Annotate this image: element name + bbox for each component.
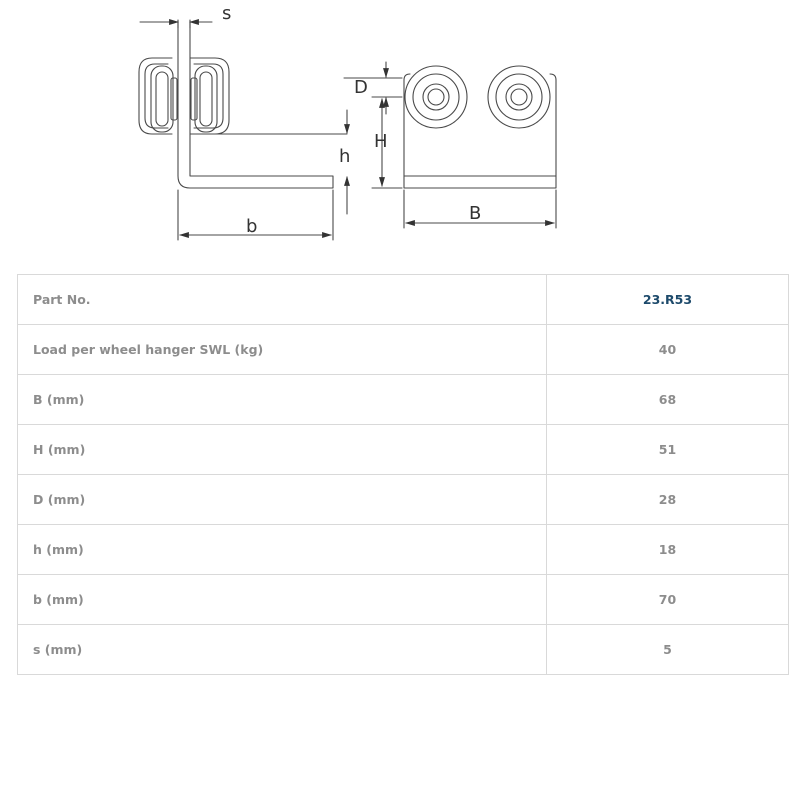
row-label: Part No. <box>18 275 547 325</box>
row-label: s (mm) <box>18 625 547 675</box>
label-h: h <box>339 146 351 167</box>
table-row <box>18 525 789 575</box>
hanger-plate <box>404 74 556 188</box>
row-value: 28 <box>547 475 789 525</box>
table-row <box>18 425 789 475</box>
row-value: 40 <box>547 325 789 375</box>
rail-profile <box>139 58 229 134</box>
part-number-value: 23.R53 <box>547 275 789 325</box>
label-B: B <box>469 203 482 224</box>
side-wheel-left <box>151 66 177 132</box>
table-row <box>18 275 789 325</box>
hanger-bracket <box>178 22 333 188</box>
row-value: 5 <box>547 625 789 675</box>
table-row <box>18 625 789 675</box>
side-wheel-right <box>191 66 217 132</box>
label-b: b <box>246 216 258 237</box>
table-row <box>18 375 789 425</box>
row-label: Load per wheel hanger SWL (kg) <box>18 325 547 375</box>
side-view <box>139 20 347 240</box>
spec-table <box>17 274 789 675</box>
row-value: 51 <box>547 425 789 475</box>
row-label: h (mm) <box>18 525 547 575</box>
label-D: D <box>354 77 368 98</box>
table-row <box>18 475 789 525</box>
front-wheel-left <box>405 66 467 128</box>
row-label: b (mm) <box>18 575 547 625</box>
dimension-s <box>140 20 212 28</box>
front-wheel-right <box>488 66 550 128</box>
label-H: H <box>374 131 388 152</box>
row-label: B (mm) <box>18 375 547 425</box>
row-value: 68 <box>547 375 789 425</box>
row-value: 18 <box>547 525 789 575</box>
label-s: s <box>222 3 232 24</box>
table-row <box>18 575 789 625</box>
table-row <box>18 325 789 375</box>
row-label: D (mm) <box>18 475 547 525</box>
dimension-D <box>344 62 402 114</box>
row-value: 70 <box>547 575 789 625</box>
technical-drawing <box>0 0 800 270</box>
row-label: H (mm) <box>18 425 547 475</box>
